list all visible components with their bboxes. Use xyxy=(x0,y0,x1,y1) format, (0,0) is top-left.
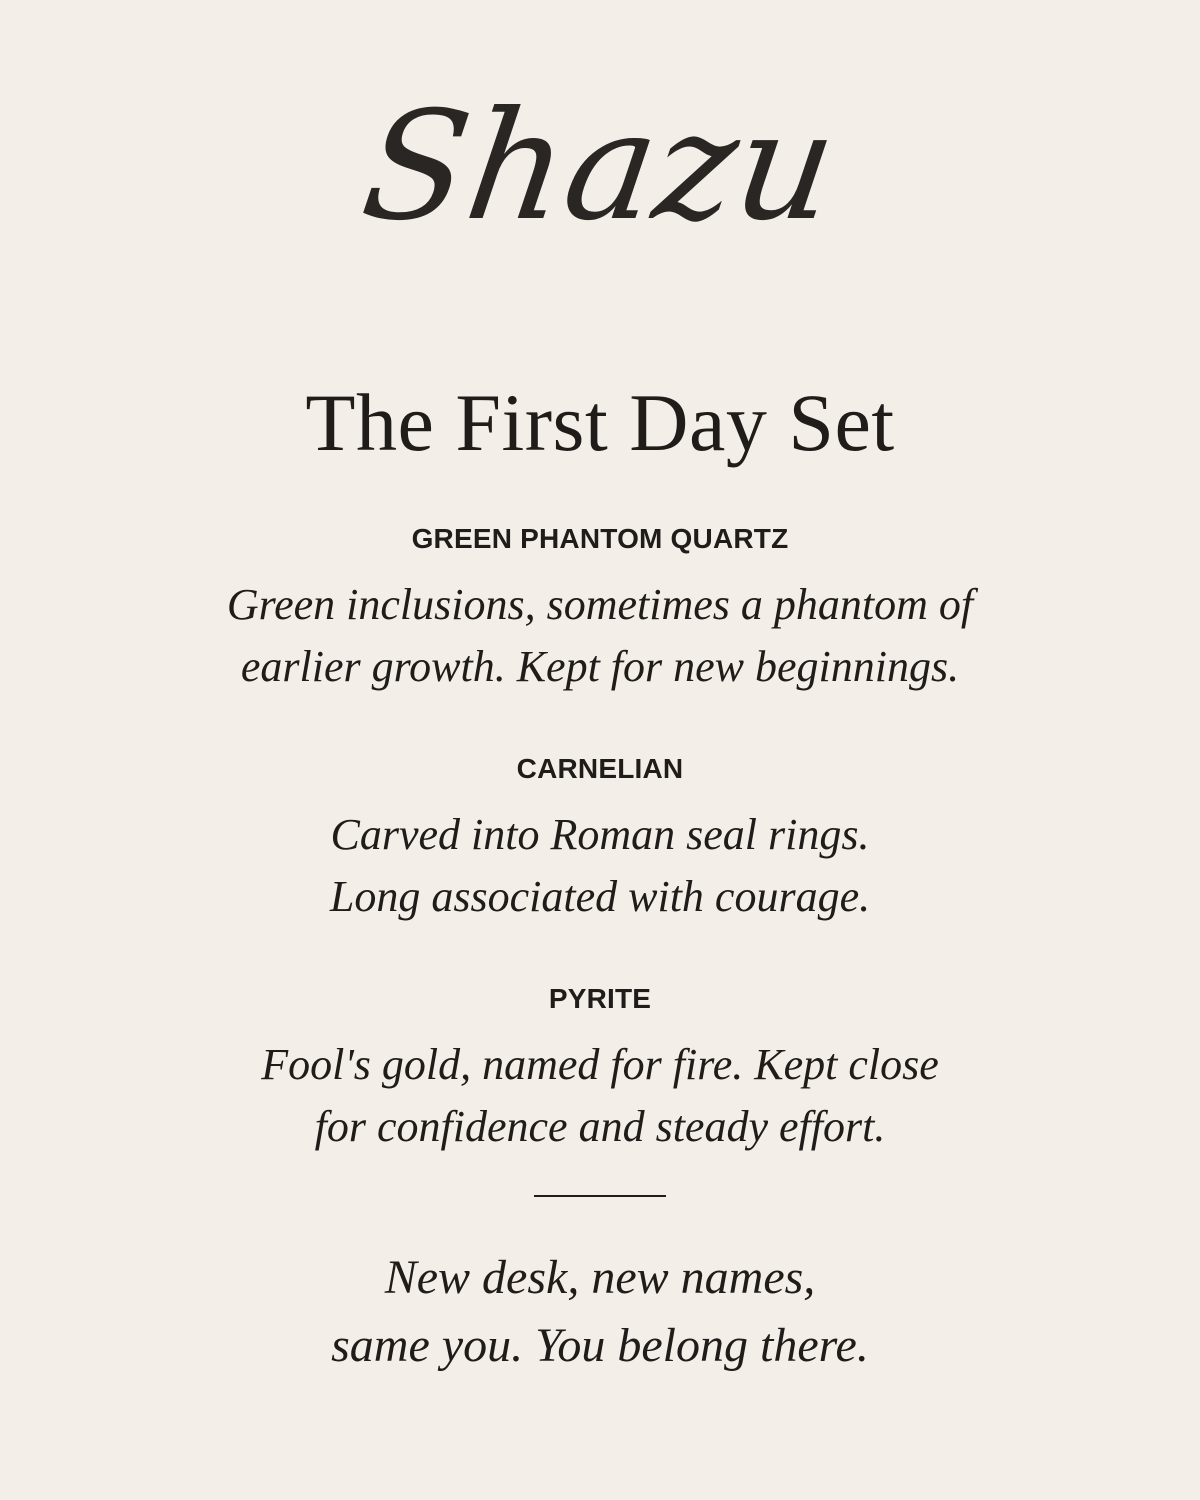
description-line: Fool's gold, named for fire. Kept close xyxy=(261,1040,939,1089)
description-line: Long associated with courage. xyxy=(329,872,871,921)
stone-name-pyrite: PYRITE xyxy=(548,983,652,1014)
divider xyxy=(534,1195,666,1197)
description-line: Green inclusions, sometimes a phantom of xyxy=(226,580,974,629)
stone-name-green-phantom-quartz: GREEN PHANTOM QUARTZ xyxy=(411,523,789,554)
stone-description-green-phantom-quartz xyxy=(120,574,1080,698)
closing-message xyxy=(120,1244,1080,1380)
description-line: Carved into Roman seal rings. xyxy=(330,810,870,859)
stone-description-pyrite xyxy=(120,1034,1080,1158)
closing-line: New desk, new names, xyxy=(384,1251,816,1304)
stone-name-carnelian: CARNELIAN xyxy=(516,753,684,784)
description-line: for confidence and steady effort. xyxy=(314,1102,886,1151)
stone-description-carnelian xyxy=(120,804,1080,928)
page-title: The First Day Set xyxy=(305,377,895,468)
closing-line: same you. You belong there. xyxy=(331,1319,869,1372)
description-line: earlier growth. Kept for new beginnings. xyxy=(240,642,960,691)
brand-logo: Shazu xyxy=(353,80,847,254)
